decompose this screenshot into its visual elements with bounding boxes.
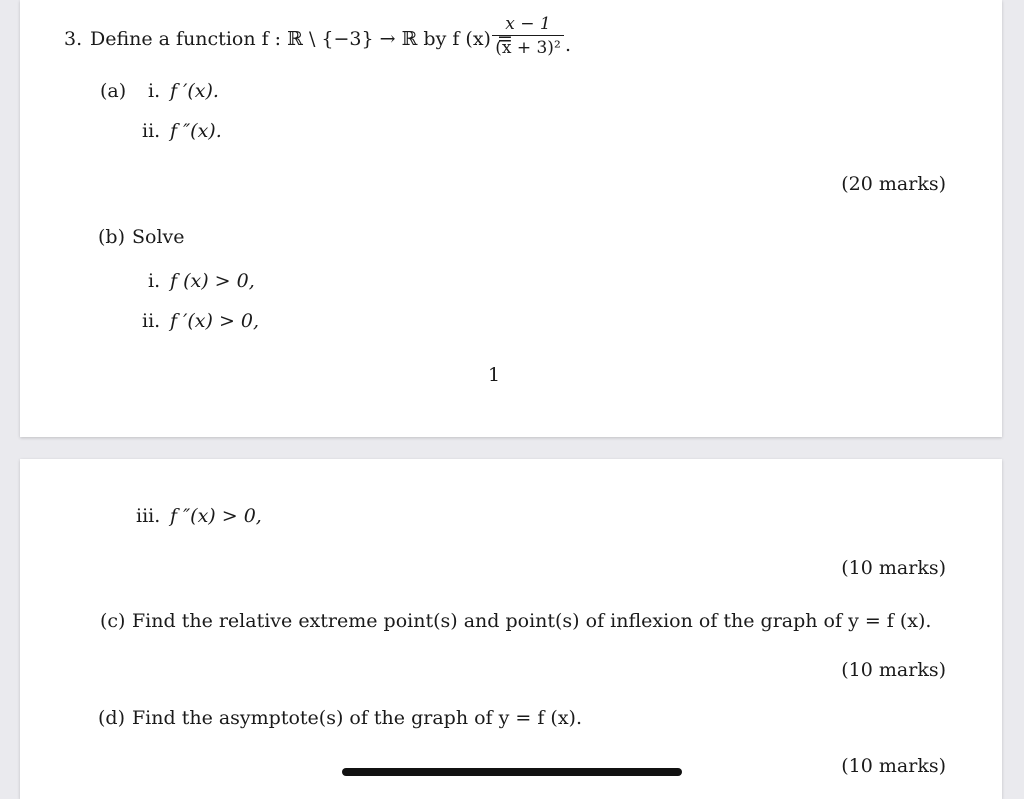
- part-b-ii-label: ii.: [142, 310, 161, 332]
- page-number: 1: [488, 364, 501, 386]
- part-b-iii-label: iii.: [136, 505, 161, 527]
- part-a-i-label: i.: [148, 80, 161, 102]
- fraction-denominator: (x + 3)²: [495, 38, 561, 58]
- part-d-text: Find the asymptote(s) of the graph of y = f (x).: [132, 707, 582, 729]
- function-fraction: [492, 14, 564, 58]
- fraction-period: .: [565, 34, 572, 56]
- part-a-label: (a): [100, 80, 127, 102]
- fraction-numerator: x − 1: [505, 14, 551, 34]
- part-b-iii-text: f ″(x) > 0,: [170, 505, 262, 527]
- part-c-text: Find the relative extreme point(s) and point(s) of inflexion of the graph of y = f (x).: [132, 610, 932, 632]
- document-page-2: [20, 459, 1002, 799]
- part-b-marks: (10 marks): [841, 557, 946, 579]
- question-number: 3.: [64, 28, 83, 50]
- part-a-marks: (20 marks): [841, 173, 946, 195]
- part-b-text: Solve: [132, 226, 185, 248]
- part-b-ii-text: f ′(x) > 0,: [170, 310, 260, 332]
- home-indicator-bar[interactable]: [342, 768, 682, 776]
- part-d-marks: (10 marks): [841, 755, 946, 777]
- part-b-label: (b): [98, 226, 125, 248]
- part-b-i-label: i.: [148, 270, 161, 292]
- document-page-1: [20, 0, 1002, 437]
- fraction-bar: [492, 35, 564, 36]
- part-a-ii-label: ii.: [142, 120, 161, 142]
- part-b-i-text: f (x) > 0,: [170, 270, 255, 292]
- part-c-marks: (10 marks): [841, 659, 946, 681]
- part-c-label: (c): [100, 610, 126, 632]
- part-a-ii-text: f ″(x).: [170, 120, 222, 142]
- function-definition: Define a function f : ℝ \ {−3} → ℝ by f (x) =: [90, 28, 513, 50]
- part-a-i-text: f ′(x).: [170, 80, 219, 102]
- part-d-label: (d): [98, 707, 125, 729]
